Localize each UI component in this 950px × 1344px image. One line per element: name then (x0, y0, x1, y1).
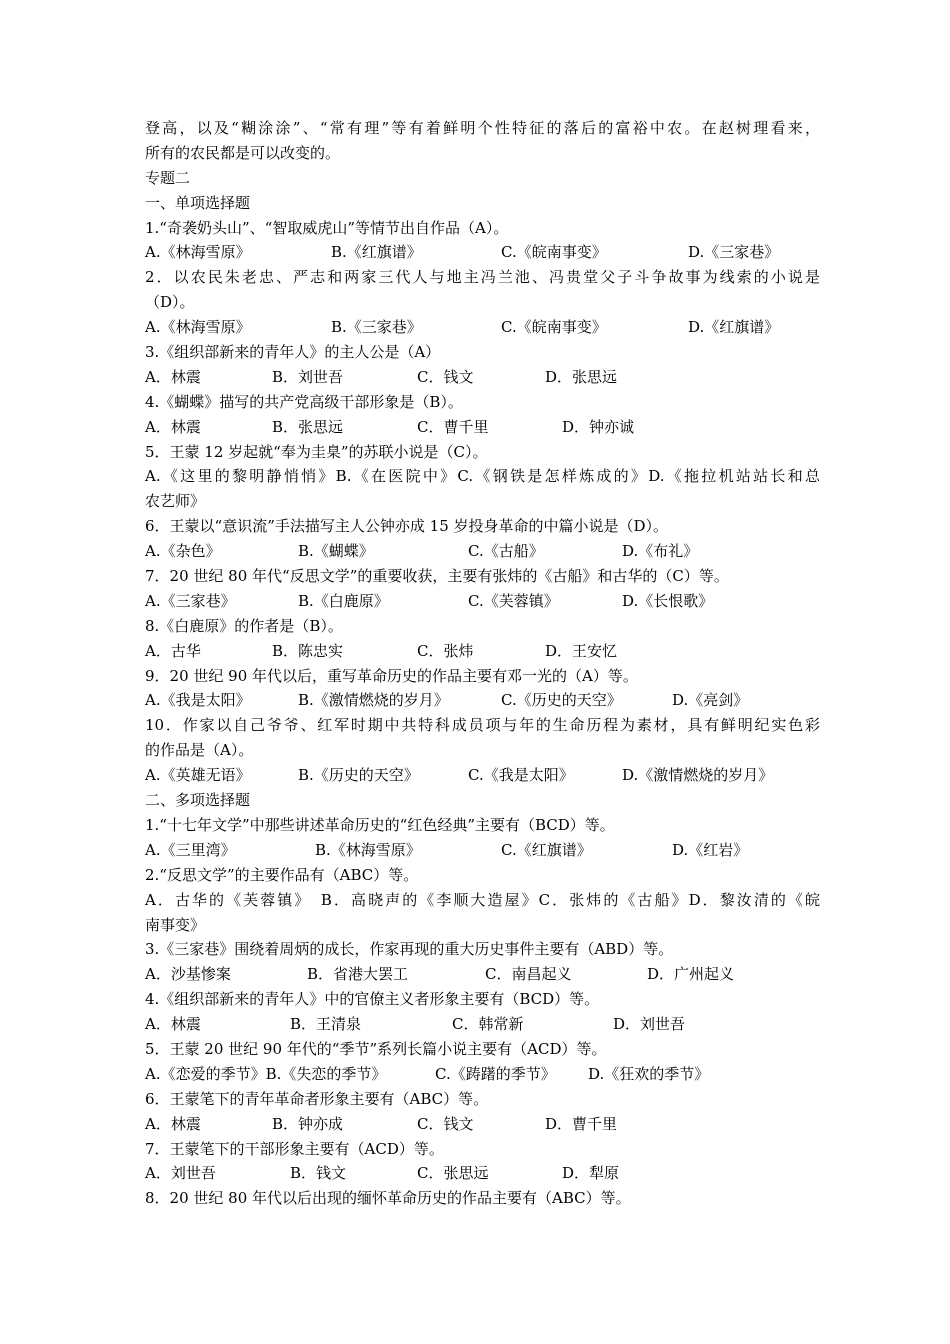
options-row: 农艺师》 (145, 492, 206, 511)
option: B．陈忠实 (272, 641, 344, 660)
option: C．曹千里 (417, 417, 489, 436)
options-row (145, 838, 820, 863)
option: C.《历史的天空》 (501, 691, 622, 710)
option: A.《林海雪原》 (145, 243, 251, 262)
option: B．钟亦成 (272, 1114, 344, 1133)
option: A.《三家巷》 (145, 591, 236, 610)
section-heading: 一、单项选择题 (145, 193, 251, 212)
option: D．刘世吾 (613, 1015, 686, 1034)
question-text: 8.《白鹿原》的作者是（B）。 (145, 616, 343, 635)
question-text: 9．20 世纪 90 年代以后，重写革命历史的作品主要有邓一光的（A）等。 (145, 666, 638, 685)
option: D.《激情燃烧的岁月》 (622, 766, 774, 785)
options-row (145, 539, 820, 564)
option: B.《红旗谱》 (331, 243, 422, 262)
option: A.《恋爱的季节》B.《失恋的季节》 (145, 1064, 387, 1083)
option: A．刘世吾 (145, 1164, 216, 1183)
option: C.《皖南事变》 (501, 318, 607, 337)
question-text: 6．王蒙笔下的青年革命者形象主要有（ABC）等。 (145, 1089, 489, 1108)
option: D.《三家巷》 (688, 243, 780, 262)
option: A.《英雄无语》 (145, 766, 251, 785)
question-text: 4.《组织部新来的青年人》中的官僚主义者形象主要有（BCD）等。 (145, 990, 600, 1009)
question-text: 2.“反思文学”的主要作品有（ABC）等。 (145, 865, 419, 884)
section-heading: 二、多项选择题 (145, 791, 251, 810)
question-text: 2．以农民朱老忠、严志和两家三代人与地主冯兰池、冯贵堂父子斗争故事为线索的小说是 (145, 268, 820, 287)
option: A.《林海雪原》 (145, 318, 251, 337)
option: C.《芙蓉镇》 (468, 591, 559, 610)
options-row (145, 365, 820, 390)
options-row (145, 1161, 820, 1186)
option: A．林震 (145, 1114, 201, 1133)
question-text: 5．王蒙 20 世纪 90 年代的“季节”系列长篇小说主要有（ACD）等。 (145, 1039, 607, 1058)
question-text: 4.《蝴蝶》描写的共产党高级干部形象是（B）。 (145, 392, 463, 411)
option: C．韩常新 (452, 1015, 524, 1034)
option: D.《长恨歌》 (622, 591, 714, 610)
option: A．林震 (145, 417, 201, 436)
options-row (145, 639, 820, 664)
option: B．张思远 (272, 417, 344, 436)
options-row: 南事变》 (145, 915, 206, 934)
option: A．古华 (145, 641, 201, 660)
options-row (145, 240, 820, 265)
option: D.《布礼》 (622, 542, 699, 561)
document-body (145, 116, 820, 1211)
options-row: A．古华的《芙蓉镇》 B．高晓声的《李顺大造屋》C．张炜的《古船》D．黎汝清的《皖 (145, 890, 820, 909)
option: B.《三家巷》 (331, 318, 422, 337)
option: A.《杂色》 (145, 542, 221, 561)
question-text: 8．20 世纪 80 年代以后出现的缅怀革命历史的作品主要有（ABC）等。 (145, 1189, 631, 1208)
option: B.《蝴蝶》 (298, 542, 374, 561)
option: B.《白鹿原》 (298, 591, 389, 610)
question-text: 7．王蒙笔下的干部形象主要有（ACD）等。 (145, 1139, 444, 1158)
option: B．钱文 (290, 1164, 347, 1183)
option: B．刘世吾 (272, 367, 344, 386)
topic-heading: 专题二 (145, 168, 191, 187)
option: A．沙基惨案 (145, 965, 231, 984)
option: C.《我是太阳》 (468, 766, 574, 785)
option: D.《狂欢的季节》 (588, 1064, 710, 1083)
option: C．南昌起义 (485, 965, 572, 984)
question-text: 5．王蒙 12 岁起就“奉为圭臬”的苏联小说是（C）。 (145, 442, 488, 461)
option: D．犁原 (562, 1164, 620, 1183)
question-text: 1.“十七年文学”中那些讲述革命历史的“红色经典”主要有（BCD）等。 (145, 815, 615, 834)
option: A．林震 (145, 1015, 201, 1034)
option: D．张思远 (545, 367, 618, 386)
option: C．张思远 (417, 1164, 489, 1183)
option: D.《红旗谱》 (688, 318, 780, 337)
option: C．张炜 (417, 641, 474, 660)
option: B．王清泉 (290, 1015, 362, 1034)
option: C.《古船》 (468, 542, 544, 561)
options-row (145, 1012, 820, 1037)
options-row (145, 1062, 820, 1087)
option: C．钱文 (417, 367, 474, 386)
option: D．钟亦诚 (562, 417, 635, 436)
question-text: 3.《三家巷》围绕着周炳的成长，作家再现的重大历史事件主要有（ABD）等。 (145, 940, 674, 959)
options-row (145, 763, 820, 788)
option: C.《皖南事变》 (501, 243, 607, 262)
question-text: 7．20 世纪 80 年代“反思文学”的重要收获，主要有张炜的《古船》和古华的（C）等。 (145, 567, 729, 586)
option: C.《红旗谱》 (501, 840, 592, 859)
option: B.《林海雪原》 (315, 840, 421, 859)
intro-line: 所有的农民都是可以改变的。 (145, 143, 341, 162)
options-row (145, 688, 820, 713)
question-text: 10．作家以自己爷爷、红军时期中共特科成员项与年的生命历程为素材，具有鲜明纪实色彩 (145, 716, 820, 735)
options-row (145, 589, 820, 614)
option: D.《亮剑》 (672, 691, 749, 710)
option: C.《踌躇的季节》 (435, 1064, 556, 1083)
options-row (145, 315, 820, 340)
question-text: 6．王蒙以“意识流”手法描写主人公钟亦成 15 岁投身革命的中篇小说是（D）。 (145, 517, 669, 536)
options-row (145, 415, 820, 440)
option: C．钱文 (417, 1114, 474, 1133)
option: B.《激情燃烧的岁月》 (298, 691, 449, 710)
options-row (145, 1112, 820, 1137)
option: D．王安忆 (545, 641, 618, 660)
intro-line: 登高，以及“糊涂涂”、“常有理”等有着鲜明个性特征的落后的富裕中农。在赵树理看来， (145, 119, 820, 137)
options-row (145, 962, 820, 987)
options-row: A.《这里的黎明静悄悄》B.《在医院中》C.《钢铁是怎样炼成的》D.《拖拉机站站长和总 (145, 467, 820, 486)
option: D．广州起义 (647, 965, 735, 984)
option: B．省港大罢工 (307, 965, 409, 984)
question-text: 1.“奇袭奶头山”、“智取威虎山”等情节出自作品（A）。 (145, 218, 509, 237)
option: D.《红岩》 (672, 840, 749, 859)
option: A.《我是太阳》 (145, 691, 251, 710)
option: A.《三里湾》 (145, 840, 236, 859)
option: B.《历史的天空》 (298, 766, 419, 785)
question-text: 3.《组织部新来的青年人》的主人公是（A） (145, 343, 441, 362)
question-text: （D）。 (145, 293, 195, 312)
option: D．曹千里 (545, 1114, 618, 1133)
question-text: 的作品是（A）。 (145, 741, 254, 760)
option: A．林震 (145, 367, 201, 386)
